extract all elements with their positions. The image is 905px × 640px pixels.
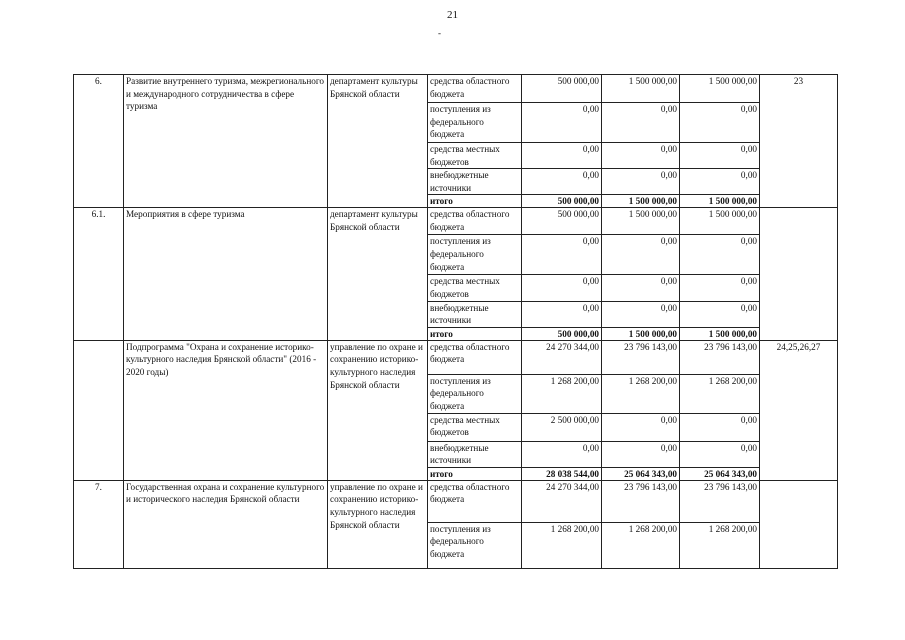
amount-1: 0,00 bbox=[522, 235, 602, 275]
row-number: 7. bbox=[74, 480, 124, 568]
table-row bbox=[74, 340, 838, 374]
amount-3: 1 268 200,00 bbox=[680, 522, 760, 568]
amount-3: 0,00 bbox=[680, 103, 760, 143]
amount-3: 1 500 000,00 bbox=[680, 75, 760, 103]
funding-source: средства областного бюджета bbox=[428, 480, 522, 522]
amount-2: 0,00 bbox=[602, 413, 680, 441]
amount-3: 0,00 bbox=[680, 235, 760, 275]
amount-1: 0,00 bbox=[522, 103, 602, 143]
amount-3: 0,00 bbox=[680, 301, 760, 327]
funding-source: средства областного бюджета bbox=[428, 208, 522, 235]
activity-name: Развитие внутреннего туризма, межрегионального и международного сотрудничества в сфере туризма bbox=[124, 75, 328, 208]
amount-2: 1 268 200,00 bbox=[602, 522, 680, 568]
amount-3: 0,00 bbox=[680, 413, 760, 441]
amount-3: 0,00 bbox=[680, 441, 760, 467]
amount-2: 23 796 143,00 bbox=[602, 480, 680, 522]
funding-source: внебюджетные источники bbox=[428, 169, 522, 195]
funding-source: поступления из федерального бюджета bbox=[428, 235, 522, 275]
amount-1: 0,00 bbox=[522, 143, 602, 169]
amount-3: 1 500 000,00 bbox=[680, 208, 760, 235]
activity-name: Подпрограмма "Охрана и сохранение историко-культурного наследия Брянской области" (2016 - 2020 годы) bbox=[124, 340, 328, 480]
amount-1: 1 268 200,00 bbox=[522, 374, 602, 413]
amount-3: 25 064 343,00 bbox=[680, 467, 760, 480]
amount-3: 0,00 bbox=[680, 169, 760, 195]
activity-name: Мероприятия в сфере туризма bbox=[124, 208, 328, 340]
amount-3: 1 500 000,00 bbox=[680, 195, 760, 208]
executor: департамент культуры Брянской области bbox=[328, 208, 428, 340]
amount-2: 1 268 200,00 bbox=[602, 374, 680, 413]
budget-table bbox=[73, 74, 838, 569]
funding-source: внебюджетные источники bbox=[428, 301, 522, 327]
amount-2: 0,00 bbox=[602, 143, 680, 169]
executor: управление по охране и сохранению историко-культурного наследия Брянской области bbox=[328, 340, 428, 480]
amount-2: 1 500 000,00 bbox=[602, 327, 680, 340]
amount-1: 0,00 bbox=[522, 169, 602, 195]
indicator-ref: 23 bbox=[760, 75, 838, 208]
amount-3: 0,00 bbox=[680, 275, 760, 301]
amount-1: 2 500 000,00 bbox=[522, 413, 602, 441]
row-number: 6. bbox=[74, 75, 124, 208]
funding-source: средства местных бюджетов bbox=[428, 413, 522, 441]
amount-1: 500 000,00 bbox=[522, 327, 602, 340]
executor: департамент культуры Брянской области bbox=[328, 75, 428, 208]
amount-2: 0,00 bbox=[602, 275, 680, 301]
funding-source: поступления из федерального бюджета bbox=[428, 522, 522, 568]
amount-2: 0,00 bbox=[602, 235, 680, 275]
indicator-ref bbox=[760, 480, 838, 568]
amount-1: 500 000,00 bbox=[522, 195, 602, 208]
amount-3: 23 796 143,00 bbox=[680, 340, 760, 374]
amount-2: 0,00 bbox=[602, 301, 680, 327]
indicator-ref bbox=[760, 208, 838, 340]
amount-1: 0,00 bbox=[522, 301, 602, 327]
executor: управление по охране и сохранению историко-культурного наследия Брянской области bbox=[328, 480, 428, 568]
amount-3: 1 500 000,00 bbox=[680, 327, 760, 340]
amount-1: 0,00 bbox=[522, 441, 602, 467]
amount-2: 0,00 bbox=[602, 441, 680, 467]
funding-source: средства местных бюджетов bbox=[428, 143, 522, 169]
amount-3: 0,00 bbox=[680, 143, 760, 169]
amount-3: 23 796 143,00 bbox=[680, 480, 760, 522]
funding-source: средства областного бюджета bbox=[428, 340, 522, 374]
funding-source: средства местных бюджетов bbox=[428, 275, 522, 301]
funding-source: поступления из федерального бюджета bbox=[428, 374, 522, 413]
amount-1: 500 000,00 bbox=[522, 208, 602, 235]
row-number: 6.1. bbox=[74, 208, 124, 340]
funding-source: поступления из федерального бюджета bbox=[428, 103, 522, 143]
row-number bbox=[74, 340, 124, 480]
funding-source: внебюджетные источники bbox=[428, 441, 522, 467]
funding-source: итого bbox=[428, 327, 522, 340]
amount-2: 1 500 000,00 bbox=[602, 208, 680, 235]
amount-1: 1 268 200,00 bbox=[522, 522, 602, 568]
funding-source: итого bbox=[428, 467, 522, 480]
amount-2: 1 500 000,00 bbox=[602, 195, 680, 208]
table-row bbox=[74, 75, 838, 103]
amount-2: 25 064 343,00 bbox=[602, 467, 680, 480]
funding-source: средства областного бюджета bbox=[428, 75, 522, 103]
page-dash: - bbox=[438, 28, 441, 38]
table-row bbox=[74, 208, 838, 235]
activity-name: Государственная охрана и сохранение культурного и исторического наследия Брянской области bbox=[124, 480, 328, 568]
amount-2: 1 500 000,00 bbox=[602, 75, 680, 103]
amount-1: 0,00 bbox=[522, 275, 602, 301]
amount-1: 28 038 544,00 bbox=[522, 467, 602, 480]
amount-2: 23 796 143,00 bbox=[602, 340, 680, 374]
table-row bbox=[74, 480, 838, 522]
amount-3: 1 268 200,00 bbox=[680, 374, 760, 413]
amount-2: 0,00 bbox=[602, 169, 680, 195]
funding-source: итого bbox=[428, 195, 522, 208]
indicator-ref: 24,25,26,27 bbox=[760, 340, 838, 480]
amount-1: 500 000,00 bbox=[522, 75, 602, 103]
amount-1: 24 270 344,00 bbox=[522, 340, 602, 374]
amount-1: 24 270 344,00 bbox=[522, 480, 602, 522]
amount-2: 0,00 bbox=[602, 103, 680, 143]
page-number: 21 bbox=[447, 9, 458, 21]
